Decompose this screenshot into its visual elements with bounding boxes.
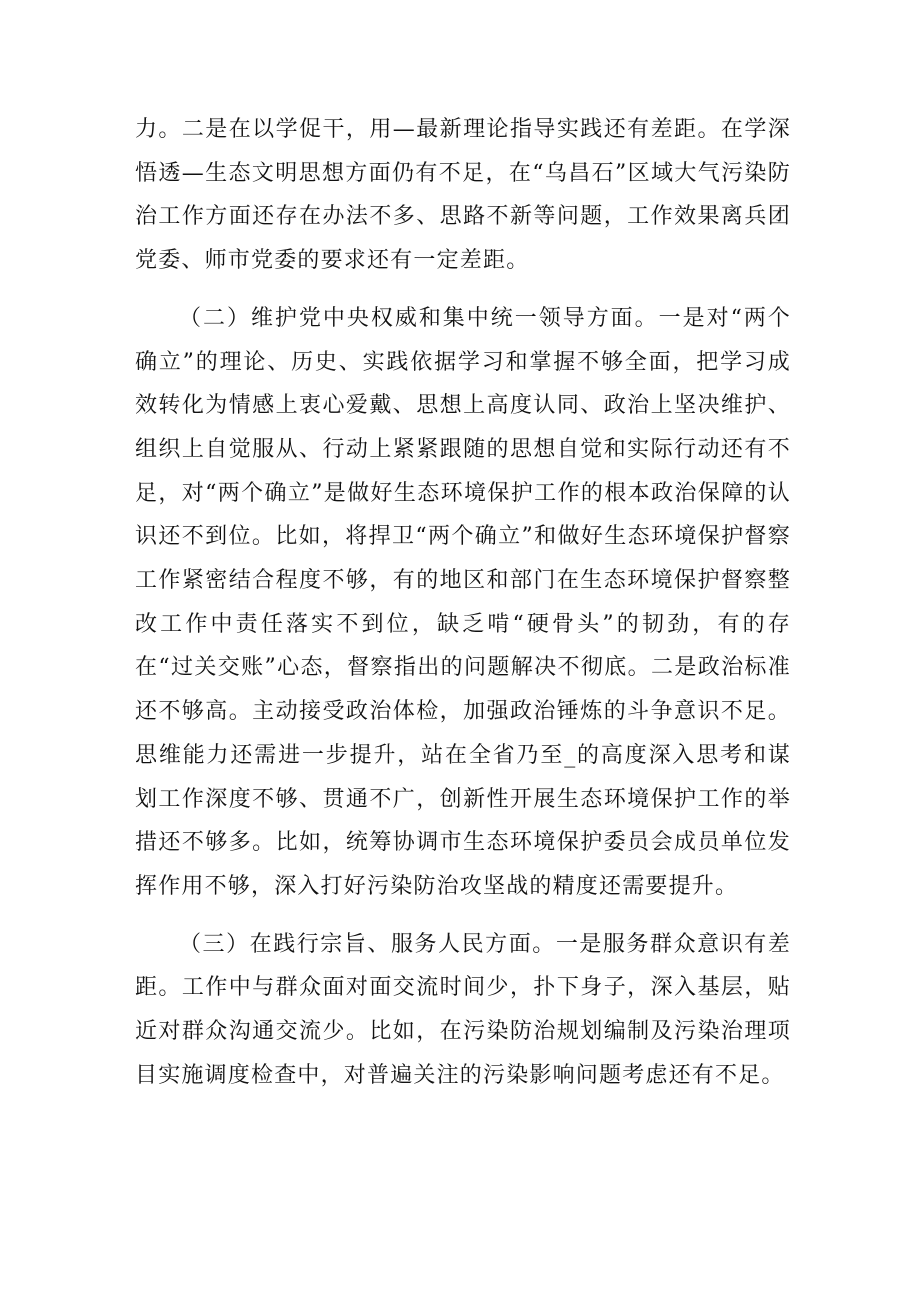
document-body [135, 108, 791, 1111]
paragraph-continuation: 力。二是在以学促干，用—最新理论指导实践还有差距。在学深悟透—生态文明思想方面仍有不足，在“乌昌石”区域大气污染防治工作方面还存在办法不多、思路不新等问题，工作效果离兵团党委、师市党委的要求还有一定差距。 [135, 117, 791, 274]
paragraph-section-three: （三）在践行宗旨、服务人民方面。一是服务群众意识有差距。工作中与群众面对面交流时间少，扑下身子，深入基层，贴近对群众沟通交流少。比如，在污染防治规划编制及污染治理项目实施调度检查中，对普遍关注的污染影响问题考虑还有不足。 [135, 931, 791, 1088]
paragraph-section-two: （二）维护党中央权威和集中统一领导方面。一是对“两个确立”的理论、历史、实践依据学习和掌握不够全面，把学习成效转化为情感上衷心爱戴、思想上高度认同、政治上坚决维护、组织上自觉服从、行动上紧紧跟随的思想自觉和实际行动还有不足，对“两个确立”是做好生态环境保护工作的根本政治保障的认识还不到位。比如，将捍卫“两个确立”和做好生态环境保护督察工作紧密结合程度不够，有的地区和部门在生态环境保护督察整改工作中责任落实不到位，缺乏啃“硬骨头”的韧劲，有的存在“过关交账”心态，督察指出的问题解决不彻底。二是政治标准还不够高。主动接受政治体检，加强政治锤炼的斗争意识不足。思维能力还需进一步提升，站在全省乃至_的高度深入思考和谋划工作深度不够、贯通不广，创新性开展生态环境保护工作的举措还不够多。比如，统筹协调市生态环境保护委员会成员单位发挥作用不够，深入打好污染防治攻坚战的精度还需要提升。 [135, 305, 791, 899]
